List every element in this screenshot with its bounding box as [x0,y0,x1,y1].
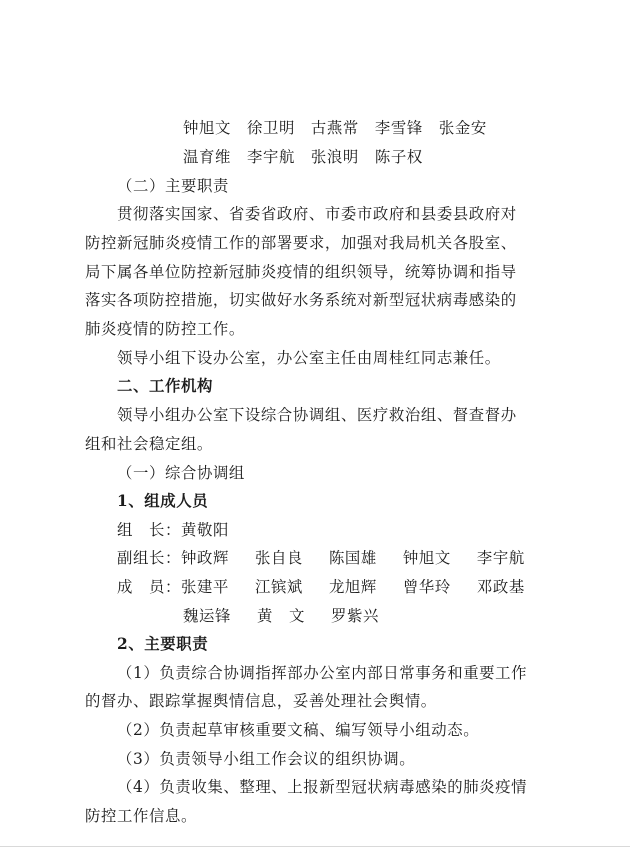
duty-1-line-1: （1）负责综合协调指挥部办公室内部日常事务和重要工作 [117,664,528,682]
member-name: 曾华玲 [402,578,451,596]
member-name: 黄 文 [256,607,305,625]
page-bottom-divider [0,846,630,847]
deputy-label: 副组长： [117,549,181,567]
item-1-heading: 1、组成人员 [117,492,209,510]
deputy-name: 钟政辉 [180,549,229,567]
deputy-row [117,547,630,569]
heading-work-org: 二、工作机构 [117,377,213,395]
work-org-para-line-2: 组和社会稳定组。 [85,435,213,453]
member-name: 邓政基 [476,578,525,596]
duties-para-line-2: 防控新冠肺炎疫情工作的部署要求，加强对我局机关各股室、 [85,234,517,252]
deputy-name: 陈国雄 [328,549,377,567]
office-sentence: 领导小组下设办公室，办公室主任由周桂红同志兼任。 [117,349,501,367]
member-name: 龙旭辉 [328,578,377,596]
duties-para-line-3: 局下属各单位防控新冠肺炎疫情的组织领导，统筹协调和指导 [85,263,517,281]
member-row-1 [117,576,630,598]
work-org-para-line-1: 领导小组办公室下设综合协调组、医疗救治组、督查督办 [117,406,517,424]
item-2-heading: 2、主要职责 [117,635,209,653]
duties-para-line-1: 贯彻落实国家、省委省政府、市委市政府和县委县政府对 [117,205,517,223]
duty-4-line-2: 防控工作信息。 [85,807,197,825]
names-line-1: 钟旭文 徐卫明 古燕常 李雪锋 张金安 [183,119,487,137]
names-line-2: 温育维 李宇航 张浪明 陈子权 [183,148,423,166]
duties-para-line-4: 落实各项防控措施，切实做好水务系统对新型冠状病毒感染的 [85,291,517,309]
duties-para-line-5: 肺炎疫情的防控工作。 [85,320,245,338]
member-row-2 [183,605,630,627]
leader-row [117,519,630,541]
member-label: 成 员： [117,578,181,596]
member-name: 江镔斌 [254,578,303,596]
section-2-heading: （二）主要职责 [117,177,229,195]
deputy-name: 李宇航 [476,549,525,567]
leader-label: 组 长： [117,521,181,539]
member-name: 罗紫兴 [330,607,379,625]
subheading-coord-group: （一）综合协调组 [117,464,245,482]
duty-4-line-1: （4）负责收集、整理、上报新型冠状病毒感染的肺炎疫情 [117,778,528,796]
deputy-name: 张自良 [254,549,303,567]
member-name: 魏运锋 [183,607,231,625]
member-name: 张建平 [180,578,229,596]
deputy-name: 钟旭文 [402,549,451,567]
duty-1-line-2: 的督办、跟踪掌握舆情信息，妥善处理社会舆情。 [85,692,437,710]
leader-name: 黄敬阳 [180,521,229,539]
duty-3: （3）负责领导小组工作会议的组织协调。 [117,750,416,768]
duty-2: （2）负责起草审核重要文稿、编写领导小组动态。 [117,721,480,739]
